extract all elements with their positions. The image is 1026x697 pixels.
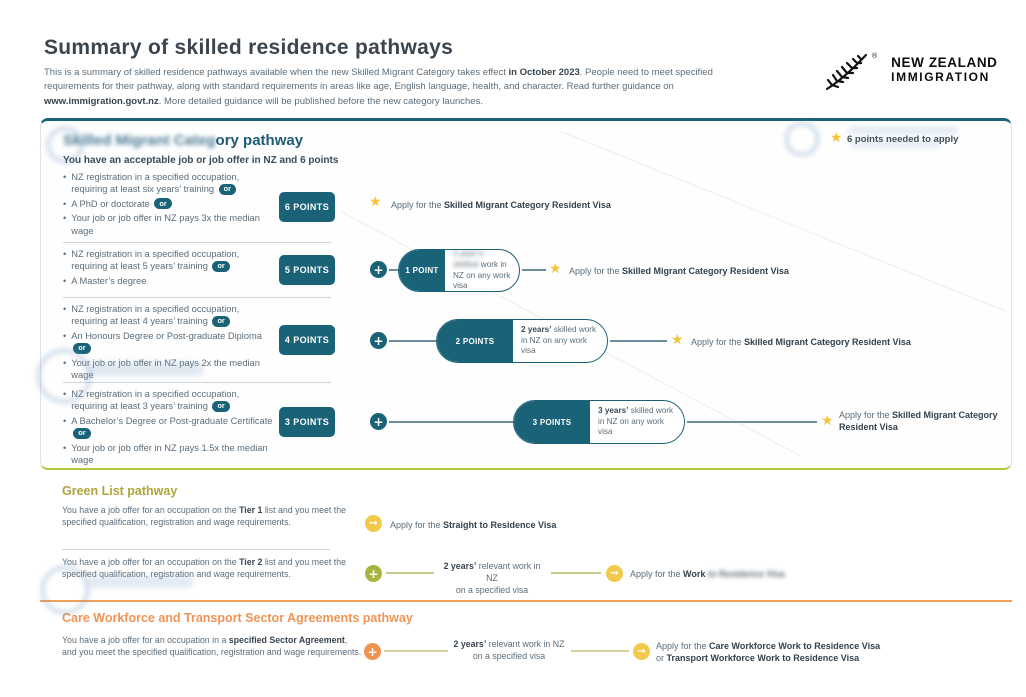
visa-name: Skilled Migrant Category Resident Visa xyxy=(444,200,611,210)
work-duration: 2 years’ xyxy=(453,639,487,649)
work-pill-3points xyxy=(513,400,685,444)
visa-name: Transport Workforce Work to Residence Visa xyxy=(666,653,860,664)
green-row2-apply xyxy=(630,568,785,580)
bullet-text: Your job or job offer in NZ pays 3x the median wage xyxy=(71,213,260,236)
apply-label-row1 xyxy=(391,199,611,211)
star-icon: ★ xyxy=(369,194,382,210)
care-apply xyxy=(656,640,946,664)
apply-prefix: Apply for the xyxy=(839,410,893,420)
plus-icon: + xyxy=(364,643,381,660)
bullet-dot: • xyxy=(63,415,67,426)
pill-work-text xyxy=(445,250,519,291)
bullet-dot: • xyxy=(63,389,67,399)
group-separator xyxy=(63,242,331,243)
star-icon: ★ xyxy=(549,261,562,277)
apply-or: or xyxy=(656,653,667,664)
bullet-text: NZ registration in a specified occupation, requiring at least six years’ training xyxy=(71,172,240,195)
apply-prefix: Apply for the xyxy=(391,200,445,210)
condition-text: You have a job offer for an occupation on the xyxy=(62,505,240,515)
smc-pathway-title xyxy=(63,132,303,149)
or-chip: or xyxy=(212,261,229,272)
logo-line-1: NEW ZEALAND xyxy=(891,55,998,71)
watermark-stamp xyxy=(46,126,84,164)
registered-mark: ® xyxy=(872,52,878,60)
star-icon: ★ xyxy=(671,332,684,348)
logo-line-2: IMMIGRATION xyxy=(891,69,990,84)
green-row-separator xyxy=(62,549,330,550)
bullet-text: A Bachelor’s Degree or Post-graduate Certificate xyxy=(71,415,273,426)
bullet-text: NZ registration in a specified occupation, requiring at least 4 years’ training xyxy=(71,304,240,327)
watermark-stamp xyxy=(40,565,90,615)
arrow-icon: → xyxy=(633,643,650,660)
green-list-heading: Green List pathway xyxy=(62,484,178,498)
condition-text: You have a job offer for an occupation on the xyxy=(62,557,240,567)
bullet-item xyxy=(63,330,275,355)
connector-line xyxy=(389,421,513,423)
fern-icon xyxy=(824,48,870,92)
intro-text: This is a summary of skilled residence pathways available when the new Skilled Migrant Category takes effect xyxy=(44,67,509,78)
work-duration: 2 years’ xyxy=(443,561,477,571)
work-pill-1point xyxy=(398,249,520,292)
connector-line xyxy=(610,340,667,342)
bullet-item xyxy=(63,248,275,273)
points-needed-note: 6 points needed to apply xyxy=(847,134,959,145)
bullet-item xyxy=(63,212,275,237)
star-icon: ★ xyxy=(821,413,834,429)
watermark-smudge xyxy=(848,127,958,134)
watermark-smudge xyxy=(88,576,193,588)
watermark-smudge xyxy=(850,142,940,148)
pill-blurred-text: 1 year’s skilled xyxy=(453,249,484,269)
bullet-text: A PhD or doctorate xyxy=(71,198,150,209)
pill-clear-text: work in NZ on any work visa xyxy=(453,259,511,291)
intro-text: . More detailed guidance will be published before the new category launches. xyxy=(158,95,483,107)
sector-agreement-label: specified Sector Agreement xyxy=(228,635,345,645)
apply-prefix: Apply for the xyxy=(691,337,745,347)
connector-line xyxy=(571,650,629,652)
nz-immigration-logo xyxy=(824,48,998,92)
condition-text: list and you meet the specified qualification, registration and wage requirements. xyxy=(62,557,346,580)
green-row2-work xyxy=(437,561,547,597)
condition-text: , and you meet the specified qualification, registration and wage requirements. xyxy=(62,635,362,658)
connector-line xyxy=(551,572,601,574)
bullet-item xyxy=(63,388,275,413)
work-duration: 3 years’ xyxy=(598,406,629,416)
immigration-govt-nz-link[interactable]: www.immigration.govt.nz xyxy=(44,95,159,107)
pill-point-badge: 2 POINTS xyxy=(437,320,513,362)
apply-prefix: Apply for the xyxy=(656,641,710,651)
work-description: relevant work in NZ xyxy=(476,561,541,583)
connector-line xyxy=(389,269,398,271)
work-description: skilled work in NZ on any work visa xyxy=(598,406,674,437)
visa-name: Work xyxy=(683,569,708,579)
arrow-icon: → xyxy=(606,565,623,582)
bullet-dot: • xyxy=(63,172,67,182)
visa-name: Skilled Migrant Category Resident Visa xyxy=(839,410,998,433)
or-chip: or xyxy=(212,316,229,327)
care-work xyxy=(450,639,568,663)
watermark-stamp xyxy=(784,121,820,157)
connector-line xyxy=(522,269,546,271)
smc-title-clear-part: ory pathway xyxy=(215,132,304,149)
smc-pathway-section xyxy=(40,118,1012,470)
connector-line xyxy=(687,421,817,423)
intro-bold-date: in October 2023 xyxy=(508,67,580,78)
green-row1-apply xyxy=(390,519,556,531)
care-condition xyxy=(62,634,362,659)
condition-text: You have a job offer for an occupation in a xyxy=(62,635,229,645)
bullet-dot: • xyxy=(63,198,67,209)
bullet-item xyxy=(63,171,275,196)
apply-label-row3 xyxy=(691,336,911,348)
or-chip: or xyxy=(154,198,171,209)
watermark-smudge xyxy=(88,362,203,376)
or-chip: or xyxy=(212,401,229,412)
tier-label: Tier 2 xyxy=(239,557,263,567)
visa-name: Straight to Residence Visa xyxy=(443,520,557,530)
plus-icon: + xyxy=(365,565,382,582)
apply-label-row2 xyxy=(569,265,789,277)
bullet-item xyxy=(63,415,275,440)
plus-icon: + xyxy=(370,261,387,278)
bullet-text: Your job or job offer in NZ pays 1.5x the median wage xyxy=(71,442,268,465)
visa-name: Skilled Migrant Category Resident Visa xyxy=(622,266,789,276)
bullet-dot: • xyxy=(63,357,67,368)
bullet-dot: • xyxy=(63,442,67,453)
bullet-dot: • xyxy=(63,275,67,286)
bullet-item xyxy=(63,198,275,211)
points-badge-4: 4 POINTS xyxy=(279,325,335,355)
decorative-line xyxy=(561,131,1006,312)
points-group-5 xyxy=(63,248,275,289)
work-description: relevant work in NZ xyxy=(486,639,565,649)
bullet-text: Your job or job offer in NZ pays 2x the median wage xyxy=(71,357,260,380)
bullet-dot: • xyxy=(63,330,67,341)
points-badge-6: 6 POINTS xyxy=(279,192,335,222)
logo-text xyxy=(891,55,997,84)
pill-work-text xyxy=(590,401,684,443)
points-group-6 xyxy=(63,171,275,239)
bullet-text: NZ registration in a specified occupation, requiring at least 3 years’ training xyxy=(71,389,240,412)
arrow-icon: → xyxy=(365,515,382,532)
work-description: on a specified visa xyxy=(455,584,529,595)
bullet-dot: • xyxy=(63,249,67,259)
plus-icon: + xyxy=(370,413,387,430)
bullet-dot: • xyxy=(63,213,67,224)
pill-work-text xyxy=(513,320,607,362)
intro-paragraph xyxy=(44,66,762,109)
points-badge-5: 5 POINTS xyxy=(279,255,335,285)
work-description: skilled work in NZ on any work visa xyxy=(521,325,597,356)
visa-name-blurred: to Residence Visa xyxy=(707,569,785,579)
or-chip: or xyxy=(73,343,90,354)
bullet-text: An Honours Degree or Post-graduate Diploma xyxy=(71,330,262,341)
smc-pathway-subtitle: You have an acceptable job or job offer in NZ and 6 points xyxy=(63,155,339,166)
condition-text: list and you meet the specified qualification, registration and wage requirements. xyxy=(62,505,346,528)
work-description: on a specified visa xyxy=(472,650,546,661)
page-title: Summary of skilled residence pathways xyxy=(44,36,454,59)
apply-label-row4 xyxy=(839,409,999,433)
star-icon: ★ xyxy=(830,130,843,146)
visa-name: Care Workforce Work to Residence Visa xyxy=(709,641,881,651)
pill-point-badge: 1 POINT xyxy=(399,250,445,291)
smc-title-blurred-part: Skilled Migrant Categ xyxy=(63,132,216,149)
care-transport-heading: Care Workforce and Transport Sector Agreements pathway xyxy=(62,611,413,625)
bullet-text: NZ registration in a specified occupation, requiring at least 5 years’ training xyxy=(71,249,240,272)
pill-point-badge: 3 POINTS xyxy=(514,401,590,443)
section-divider xyxy=(40,600,1012,602)
or-chip: or xyxy=(73,428,90,439)
tier-label: Tier 1 xyxy=(239,505,263,515)
bullet-item xyxy=(63,275,275,287)
group-separator xyxy=(63,297,331,298)
visa-name: Skilled Migrant Category Resident Visa xyxy=(744,337,911,347)
plus-icon: + xyxy=(370,332,387,349)
apply-prefix: Apply for the xyxy=(630,569,684,579)
work-duration: 2 years’ xyxy=(521,325,552,335)
points-group-3 xyxy=(63,388,275,468)
apply-prefix: Apply for the xyxy=(569,266,623,276)
apply-prefix: Apply for the xyxy=(390,520,444,530)
group-separator xyxy=(63,382,331,383)
bullet-dot: • xyxy=(63,304,67,314)
green-row1-condition xyxy=(62,504,354,529)
bullet-text: A Master’s degree xyxy=(71,275,147,286)
connector-line xyxy=(389,340,436,342)
work-pill-2points xyxy=(436,319,608,363)
points-badge-3: 3 POINTS xyxy=(279,407,335,437)
bullet-item xyxy=(63,442,275,467)
or-chip: or xyxy=(219,184,236,195)
intro-text: . People need to meet specified requirements for their pathway, along with standard requirements in areas like age, English language, health, and character. Read further guidance on xyxy=(44,67,713,93)
connector-line xyxy=(386,572,434,574)
watermark-stamp xyxy=(36,348,92,404)
connector-line xyxy=(384,650,448,652)
bullet-item xyxy=(63,303,275,328)
